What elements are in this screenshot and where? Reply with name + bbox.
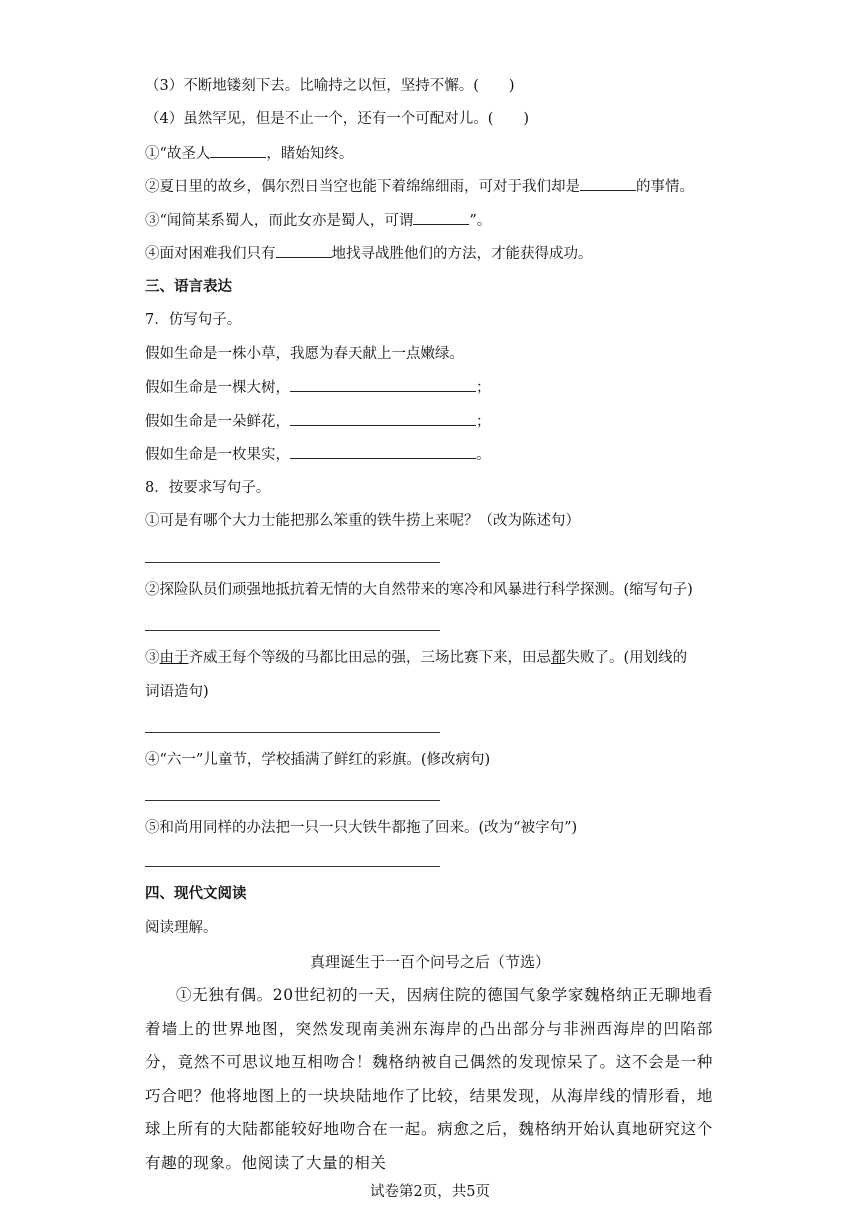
fill-text: ③“闻简某系蜀人，而此女亦是蜀人，可谓 [145,213,414,229]
section-4-heading: 四、现代文阅读 [145,886,247,902]
blank-line [580,176,636,191]
fill-text: ”。 [469,213,492,229]
fill-text: 假如生命是一朵鲜花， [145,414,290,430]
blank-line [210,143,266,158]
fill-text: 的事情。 [636,179,694,195]
fill-text: ； [476,380,491,396]
fill-text: ，睹始知终。 [266,146,354,162]
blank-line [290,444,476,459]
answer-line [145,562,440,563]
fill-text: 假如生命是一枚果实， [145,447,290,463]
page-footer: 试卷第2页，共5页 [370,1184,490,1200]
article-paragraph-1: ①无独有偶。20世纪初的一天，因病住院的德国气象学家魏格纳正无聊地看着墙上的世界地图，突然发现南美洲东海岸的凸出部分与非洲西海岸的凹陷部分，竟然不可思议地互相吻合！魏格纳被自己偶然的发现惊呆了。这不会是一种巧合吧？他将地图上的一块块陆地作了比较，结果发现，从海岸线的情形看，地球上所有的大陆都能较好地吻合在一起。病愈之后，魏格纳开始认真地研究这个有趣的现象。他阅读了大量的相关 [145,986,713,1172]
blank-line [413,210,469,225]
fill-text: ③ [145,650,160,666]
fill-blank-3 [145,210,491,231]
paren-close: ) [508,78,515,94]
answer-line [145,800,440,801]
question-4 [145,109,529,129]
question-7-example: 假如生命是一株小草，我愿为春天献上一点嫩绿。 [145,346,464,362]
question-7-title: 7．仿写句子。 [145,312,242,328]
question-4-text: （4）虽然罕见，但是不止一个，还有一个可配对儿。( [145,111,494,127]
question-7-line-b [145,411,491,432]
fill-text: 失败了。(用划线的 [565,650,688,666]
question-3-text: （3）不断地镂刻下去。比喻持之以恒，坚持不懈。( [145,78,479,94]
question-8-title: 8．按要求写句子。 [145,480,271,496]
section-3-heading: 三、语言表达 [145,279,232,295]
fill-blank-1 [145,143,353,164]
question-8-2: ②探险队员们顽强地抵抗着无情的大自然带来的寒冷和风暴进行科学探测。(缩写句子) [145,582,693,598]
fill-blank-4 [145,243,593,264]
answer-line [145,866,440,867]
fill-text: 地找寻战胜他们的方法，才能获得成功。 [331,246,593,262]
blank-line [290,411,476,426]
fill-blank-2 [145,176,694,197]
fill-text: ； [476,414,491,430]
fill-text: ④面对困难我们只有 [145,246,276,262]
underlined-word: 由于 [159,650,189,666]
article-title: 真理诞生于一百个问号之后（节选） [309,953,550,971]
fill-text: ②夏日里的故乡，偶尔烈日当空也能下着绵绵细雨，可对于我们却是 [145,179,580,195]
underlined-word: 都 [551,650,566,666]
fill-text: 。 [476,447,491,463]
blank-line [276,243,332,258]
question-8-4: ④“六一”儿童节，学校插满了鲜红的彩旗。(修改病句) [145,752,491,768]
answer-line [145,732,440,733]
question-7-line-a [145,377,491,398]
question-3 [145,76,515,96]
fill-text: 齐威王每个等级的马都比田忌的强，三场比赛下来，田忌 [188,650,551,666]
question-8-5: ⑤和尚用同样的办法把一只一只大铁牛都拖了回来。(改为“被字句”) [145,820,578,836]
answer-line [145,630,440,631]
question-8-3-cont: 词语造句) [145,684,209,700]
paren-close: ) [523,111,530,127]
reading-intro: 阅读理解。 [145,920,218,936]
blank-line [290,377,476,392]
question-8-3 [145,648,687,668]
question-7-line-c [145,444,491,465]
fill-text: 假如生命是一棵大树， [145,380,290,396]
question-8-1: ①可是有哪个大力士能把那么笨重的铁牛捞上来呢？（改为陈述句） [145,513,580,529]
fill-text: ①“故圣人 [145,146,211,162]
